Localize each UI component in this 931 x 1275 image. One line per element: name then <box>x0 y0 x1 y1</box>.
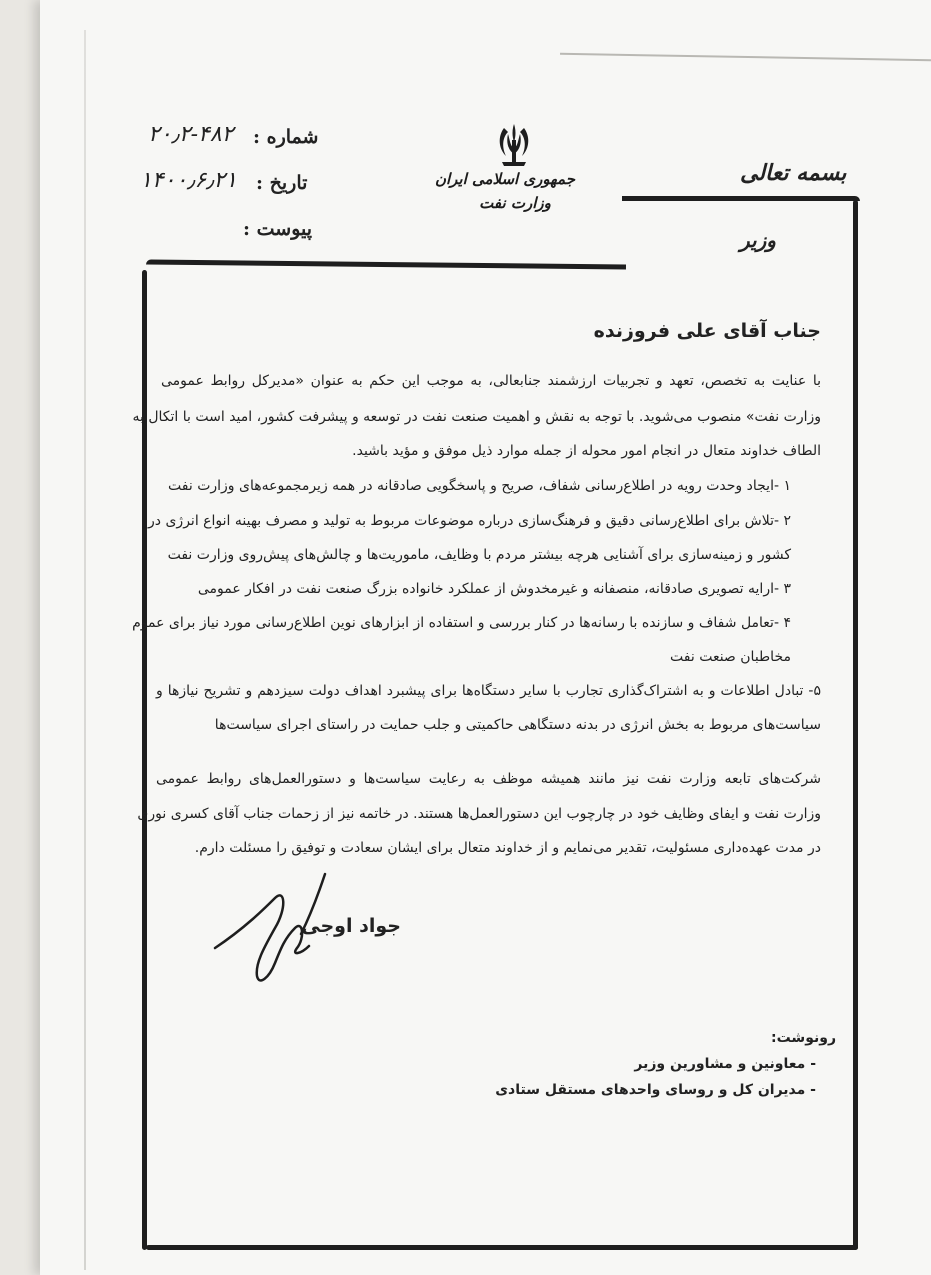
intro-line: وزارت نفت» منصوب می‌شوید. با توجه به نقش و اهمیت صنعت نفت در توسعه و پیشرفت کشور، امید است با اتکال به <box>132 409 821 425</box>
cc-item: - معاونین و مشاورین وزیر <box>634 1056 816 1072</box>
cc-label: رونوشت: <box>771 1030 836 1046</box>
item-line: سیاست‌های مربوط به بخش انرژی در بدنه دستگاهی حاکمیتی و جلب حمایت در راستای اجرای سیاست‌ها <box>214 717 821 733</box>
closing-line: در مدت عهده‌داری مسئولیت، تقدیر می‌نمایم و از خداوند متعال برای ایشان سعادت و توفیق را مسئلت دارم. <box>194 840 821 856</box>
item-line: ۳ -ارایه تصویری صادقانه، منصفانه و غیرمخدوش از عملکرد خانواده بزرگ صنعت نفت در افکار عمومی <box>197 581 791 597</box>
addressee: جناب آقای علی فروزنده <box>593 320 821 342</box>
frame-bottom <box>146 1245 858 1250</box>
number-label: شماره : <box>253 126 319 148</box>
frame-top-right <box>622 196 860 201</box>
frame-right <box>853 200 858 1250</box>
attachment-label: پیوست : <box>243 218 313 240</box>
date-label: تاریخ : <box>256 172 308 194</box>
intro-line: الطاف خداوند متعال در انجام امور محوله از جمله موارد ذیل موفق و مؤید باشید. <box>352 443 821 459</box>
intro-line: با عنایت به تخصص، تعهد و تجربیات ارزشمند جنابعالی، به موجب این حکم به عنوان «مدیرکل روابط عمومی <box>161 373 821 389</box>
iran-emblem-icon <box>490 120 538 168</box>
number-value: ۲۰٫۲-۴۸۲ <box>148 122 234 147</box>
ministry-name: وزارت نفت <box>479 194 551 212</box>
signer-name: جواد اوجی <box>301 915 401 937</box>
country-name: جمهوری اسلامی ایران <box>434 170 575 188</box>
office-title: وزیر <box>740 228 776 252</box>
bismillah-heading: بسمه تعالی <box>740 160 847 186</box>
item-line: ۱ -ایجاد وحدت رویه در اطلاع‌رسانی شفاف، صریح و پاسخگویی صادقانه در همه زیرمجموعه‌های وزارت نفت <box>168 478 791 494</box>
item-line: مخاطبان صنعت نفت <box>670 649 791 665</box>
closing-line: شرکت‌های تابعه وزارت نفت نیز مانند همیشه موظف به رعایت سیاست‌ها و دستورالعمل‌های روابط عمومی <box>156 771 821 787</box>
date-value: ۱۴۰۰٫۶٫۲۱ <box>140 168 238 193</box>
closing-line: وزارت نفت و ایفای وظایف خود در چارچوب این دستورالعمل‌ها هستند. در خاتمه نیز از زحمات جناب آقای کسری نوری <box>137 806 821 822</box>
item-line: ۲ -تلاش برای اطلاع‌رسانی دقیق و فرهنگ‌سازی درباره موضوعات مربوط به تولید و مصرف بهینه انواع انرژی در <box>148 513 791 529</box>
cc-item: - مدیران کل و روسای واحدهای مستقل ستادی <box>495 1082 816 1098</box>
item-line: کشور و زمینه‌سازی برای آشنایی هرچه بیشتر مردم با وظایف، ماموریت‌ها و چالش‌های پیش‌روی وزارت نفت <box>167 547 791 563</box>
item-line: ۴ -تعامل شفاف و سازنده با رسانه‌ها در کنار بررسی و استفاده از ابزارهای نوین اطلاع‌رسانی مورد نیاز برای عموم <box>132 615 791 631</box>
item-line: ۵- تبادل اطلاعات و به اشتراک‌گذاری تجارب با سایر دستگاه‌ها برای پیشبرد اهداف دولت سیزدهم و تشریح نیازها و <box>156 683 821 699</box>
paper-fold-line <box>84 30 86 1270</box>
